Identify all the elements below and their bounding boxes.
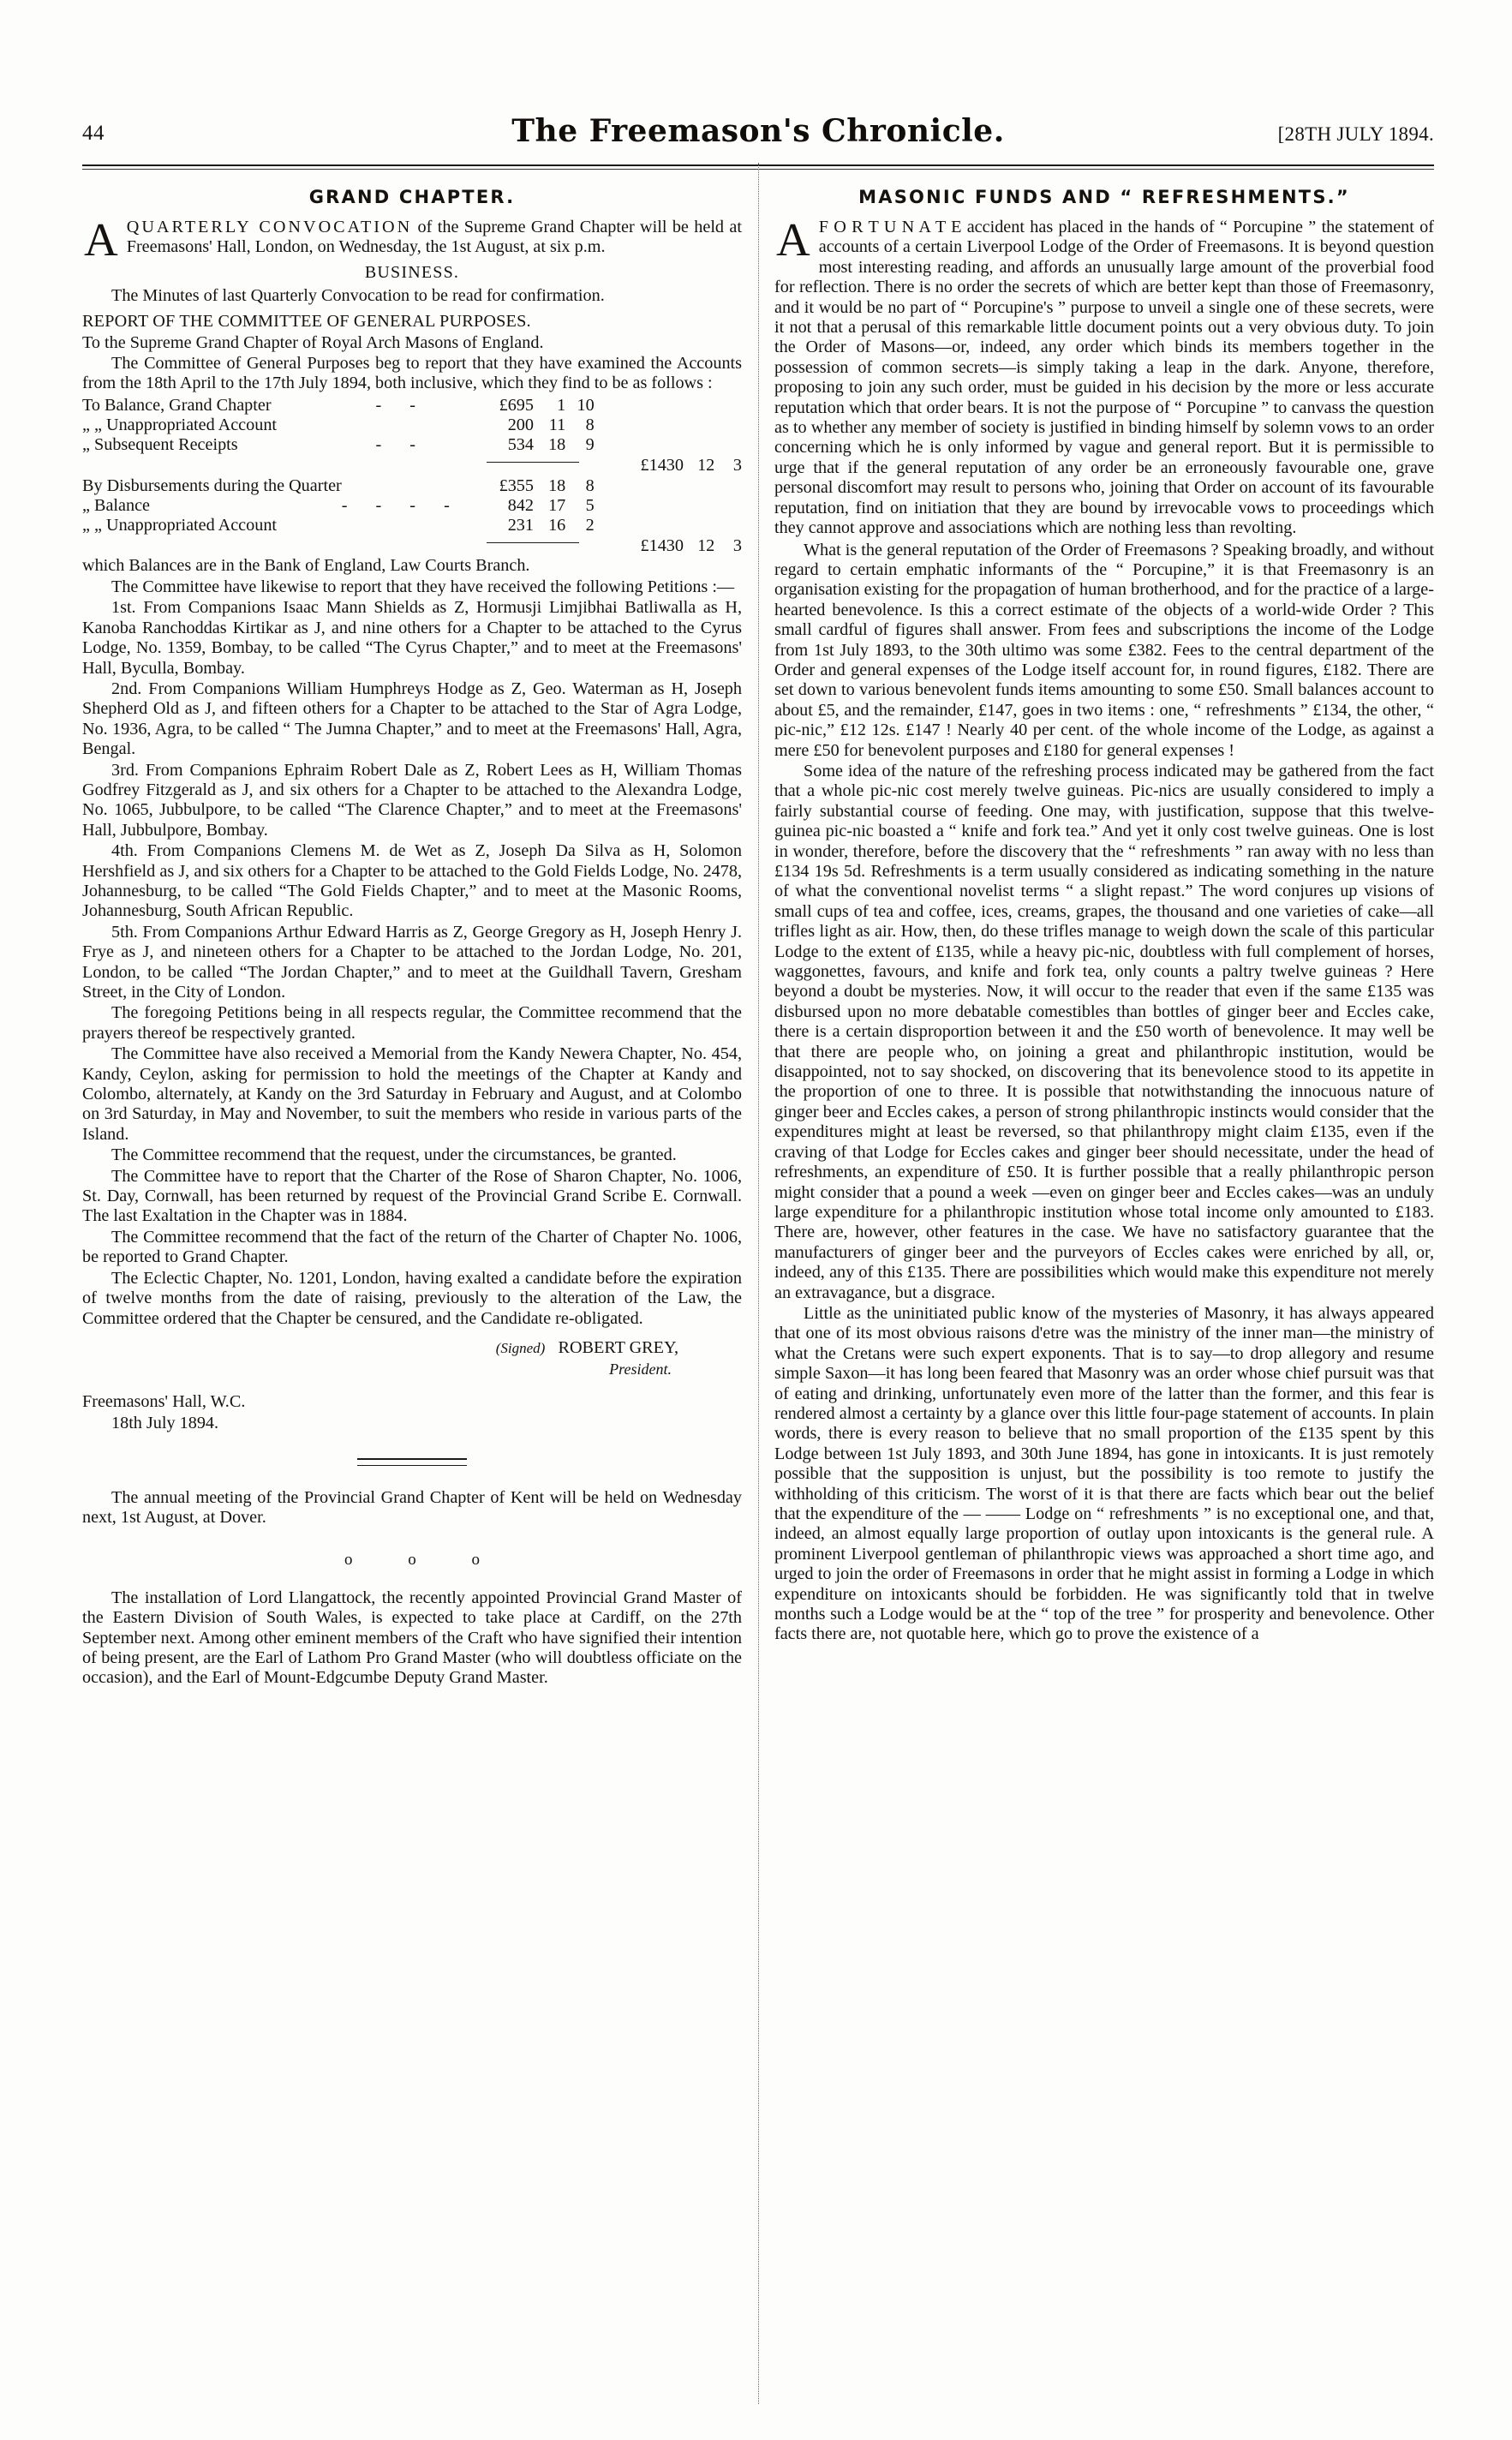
business-subheading: BUSINESS.	[364, 262, 460, 282]
report-paragraph-5: The Committee recommend that the fact of the return of the Charter of Chapter No. 1006, be reported to Grand Chapter.	[82, 1227, 742, 1267]
drop-cap-letter: A	[84, 213, 118, 266]
accounts-table	[82, 396, 742, 557]
account-pence: 5	[585, 495, 595, 515]
table-row-total	[82, 535, 742, 556]
account-spacer-d	[714, 396, 742, 416]
total-shillings: 12	[697, 456, 715, 475]
account-spacer-d	[714, 416, 742, 435]
account-description: „ Subsequent Receipts	[82, 435, 238, 455]
petition-item-5: 5th. From Companions Arthur Edward Harris as Z, George Gregory as H, Joseph Henry J. Frye as J, and nineteen others for a Chapter to be attached to the Jordan Lodge, No. 201, London, to be called “The Jordan Chapter,” and to meet at the Guildhall Tavern, Gresham Street, in the City of London.	[82, 922, 742, 1002]
total-pence: 3	[732, 456, 742, 475]
total-pounds: £1430	[640, 456, 684, 475]
masthead	[82, 113, 1434, 158]
petition-item-2: 2nd. From Companions William Humphreys Hodge as Z, Geo. Waterman as H, Joseph Shepherd Old as J, and fifteen others for a Chapter to be attached to the Star of Agra Lodge, No. 1936, Agra, to be called “ The Jumna Chapter,” and to meet at the Freemasons' Hall, Agra, Bengal.	[82, 679, 742, 759]
account-total-blank2	[342, 535, 462, 556]
account-pence: 2	[585, 516, 595, 535]
column-divider	[758, 163, 759, 2404]
place-of-issue: Freemasons' Hall, W.C.	[82, 1391, 246, 1411]
right-section-heading: MASONIC FUNDS AND “ REFRESHMENTS.”	[858, 187, 1350, 207]
grand-chapter-lead-paragraph	[82, 213, 742, 266]
account-description: To Balance, Grand Chapter	[82, 395, 272, 415]
section-ornament-rule	[357, 1458, 467, 1466]
lead-spaced-caps: F O R T U N A T E	[818, 218, 962, 236]
business-paragraph: The Minutes of last Quarterly Convocation to be read for confirmation.	[111, 285, 605, 305]
account-total-blank	[82, 455, 342, 475]
notice-llangattock-installation: The installation of Lord Llangattock, the recently appointed Provincial Grand Master of the Eastern Division of South Wales, is expected to take place at Cardiff, on the 27th September next. Among other eminent members of the Craft who have signified their intention of being present, are the Earl of Lathom Pro Grand Master (who will doubtless officiate on the occasion), and the Earl of Mount-Edgcumbe Deputy Grand Master.	[82, 1588, 742, 1688]
account-leader	[342, 476, 462, 496]
account-spacer-sh	[684, 396, 714, 416]
table-row	[82, 476, 742, 496]
account-pounds: 534	[507, 435, 534, 455]
account-spacer-d	[714, 476, 742, 496]
committee-report-heading: REPORT OF THE COMMITTEE OF GENERAL PURPOSES.	[82, 312, 531, 332]
drop-cap-letter: A	[776, 213, 810, 266]
publication-title: The Freemason's Chronicle.	[511, 113, 1005, 149]
account-shillings: 11	[548, 416, 566, 435]
account-spacer-d	[714, 516, 742, 535]
account-shillings: 1	[557, 395, 566, 415]
lead-spaced-caps: QUARTERLY CONVOCATION	[126, 218, 413, 236]
account-spacer	[595, 416, 684, 435]
accounts-examined-paragraph: The Committee of General Purposes beg to report that they have examined the Accounts from the 18th April to the 17th July 1894, both inclusive, which they find to be as follows :	[82, 354, 742, 393]
report-paragraph-6: The Eclectic Chapter, No. 1201, London, having exalted a candidate before the expiration of twelve months from the date of raising, previously to the alteration of the Law, the Committee ordered that the Chapter be censured, and the Candidate re-obligated.	[82, 1268, 742, 1328]
place-and-date-block	[82, 1391, 742, 1434]
total-shillings: 12	[697, 536, 715, 556]
petition-item-1: 1st. From Companions Isaac Mann Shields as Z, Hormusji Limjibhai Batliwalla as H, Kanoba Ranchoddas Kirtikar as J, and nine others for a Chapter to be attached to the Cyrus Lodge, No. 1359, Bombay, to be called “The Cyrus Chapter,” and to meet at the Freemasons' Hall, Byculla, Bombay.	[82, 598, 742, 678]
account-shillings: 16	[548, 516, 566, 535]
account-pence: 8	[585, 416, 595, 435]
table-row	[82, 396, 742, 416]
account-description: By Disbursements during the Quarter	[82, 475, 342, 495]
account-leader: - - - -	[341, 495, 462, 515]
account-leader	[342, 416, 462, 435]
notice-kent-chapter: The annual meeting of the Provincial Grand Chapter of Kent will be held on Wednesday next, 1st August, at Dover.	[82, 1487, 742, 1528]
account-spacer-d	[714, 496, 742, 516]
signed-label: (Signed)	[495, 1339, 546, 1356]
account-spacer	[595, 396, 684, 416]
right-column	[774, 187, 1434, 2406]
accounts-receipts-body	[82, 396, 742, 476]
report-paragraph-4: The Committee have to report that the Charter of the Rose of Sharon Chapter, No. 1006, St. Day, Cornwall, has been returned by request of the Provincial Grand Scribe E. Cornwall. The last Exaltation in the Chapter was in 1884.	[82, 1166, 742, 1226]
account-spacer	[595, 476, 684, 496]
account-pence: 10	[577, 395, 595, 415]
report-paragraph-1: The foregoing Petitions being in all respects regular, the Committee recommend that the prayers thereof be respectively granted.	[82, 1003, 742, 1043]
account-spacer-sh	[684, 416, 714, 435]
left-section-heading: GRAND CHAPTER.	[308, 187, 516, 207]
petition-item-4: 4th. From Companions Clemens M. de Wet as Z, Joseph Da Silva as H, Solomon Hershfield as J, and six others for a Chapter to be attached to the Gold Fields Lodge, No. 2478, Johannesburg, to be called “The Gold Fields Chapter,” and to meet at the Masonic Rooms, Johannesburg, South African Republic.	[82, 841, 742, 921]
accounts-payments-body	[82, 476, 742, 557]
account-pence: 9	[585, 435, 595, 455]
table-row	[82, 416, 742, 435]
signature-block	[82, 1337, 742, 1379]
account-leader: - -	[375, 435, 428, 455]
table-row	[82, 435, 742, 455]
date-of-issue: 18th July 1894.	[111, 1413, 219, 1432]
sum-rule	[487, 542, 579, 543]
sum-rule	[487, 462, 579, 463]
signed-role: President.	[609, 1360, 672, 1378]
account-shillings: 18	[548, 435, 566, 455]
account-description: „ „ Unappropriated Account	[82, 416, 278, 435]
report-addressee: To the Supreme Grand Chapter of Royal Arch Masons of England.	[82, 332, 544, 352]
total-pence: 3	[732, 536, 742, 556]
account-pounds: 231	[507, 516, 534, 535]
account-pounds: £695	[499, 395, 534, 415]
account-spacer-sh	[684, 496, 714, 516]
issue-date: [28TH JULY 1894.	[1277, 123, 1434, 145]
account-description: „ „ Unappropriated Account	[82, 516, 278, 535]
account-spacer-sh	[684, 435, 714, 455]
account-spacer-sh	[684, 516, 714, 535]
account-shillings: 17	[548, 495, 566, 515]
left-column	[82, 187, 742, 2406]
article-paragraph-2: Some idea of the nature of the refreshing process indicated may be gathered from the fact that a whole pic-nic cost merely twelve guineas. Pic-nics are usually considered to imply a fairly substantial course of feeding. One may, with justification, suppose that this twelve-guinea pic-nic boasted a “ knife and fork tea.” And yet it only cost twelve guineas. One is lost in wonder, therefore, before the discovery that the “ refreshments ” ran away with no less than £134 19s 5d. Refreshments is a term usually considered as indicating something in the nature of what the conventional novelist terms “ a slight repast.” The word conjures up visions of small cups of tea and coffee, ices, creams, grapes, the thousand and one varieties of cake—all trifles light as air. How, then, do these trifles manage to weigh down the scale of this particular Lodge to the extent of £135, while a heavy pic-nic, doubtless with full complement of horses, waggonettes, favours, and knife and fork tea, only counts a paltry twelve guineas ? Here beyond a doubt be mysteries. Now, it will occur to the reader that even if the same £135 was disbursed upon no more debatable comestibles than bottles of ginger beer and Eccles cake, there is a certain disproportion between it and the £50 worth of benevolence. It may well be that there are people who, on joining a great and philanthropic institution, would be disappointed, not to say shocked, on discovering that its benevolence stood to its appetite in the proportion of one to three. It is possible that notwithstanding the innocuous nature of ginger beer and Eccles cakes, a person of strong philanthropic instincts would consider that the expenditures might at least be reversed, so that philanthropy might claim £135, even if the craving of that Lodge for Eccles cakes and ginger beer should necessitate, under the head of refreshments, an expenditure of £50. It is further possible that a really philanthropic person might consider that a pound a week —even on ginger beer and Eccles cakes—was an unduly large expenditure for a philanthropic institution whose total income only amounted to £183. There are, however, other features in the case. We have no satisfactory guarantee that the manufacturers of ginger beer and the purveyors of Eccles cakes were enriched by all, or, indeed, any of this £135. There are possibilities which would make this expenditure not merely an extravagance, but a disgrace.	[774, 761, 1434, 1302]
account-pounds: 200	[507, 416, 534, 435]
account-total-rule-cell	[462, 455, 595, 475]
petitions-intro: The Committee have likewise to report that they have received the following Petitions :—	[111, 577, 735, 596]
lead-rest-text: accident has placed in the hands of “ Porcupine ” the statement of accounts of a certain Liverpool Lodge of the Order of Freemasons. It is beyond question most interesting reading, and affords an unusually large amount of the proverbial food for reflection. There is no order the secrets of which are better kept than those of Freemasonry, and it would be no part of “ Porcupine's ” purpose to unveil a single one of these secrets, were it not that a perusal of this remarkable little document points out a very obvious duty. To join the Order of Masons—or, indeed, any order which binds its members together in the possession of common secrets—is simply taking a leap in the dark. Anyone, therefore, proposing to join any such order, must be guided in his decision by the more or less accurate reputation which that order bears. It is not the purpose of “ Porcupine ” to canvass the question as to whether any member of society is justified in binding himself by solemn vows to an order concerning which he is only informed by vague and general report. But it is permissible to urge that if the general reputation of any order be an erroneously favourable one, grave personal discomfort may result to persons who, joining that Order on account of its favourable reputation, find on initiation that they are bound by irrevocable vows to proceedings which they cannot approve and associations which are nothing less than revolting.	[774, 218, 1434, 538]
account-spacer-sh	[684, 476, 714, 496]
balances-note: which Balances are in the Bank of England, Law Courts Branch.	[82, 556, 530, 576]
account-description: „ Balance	[82, 495, 151, 515]
account-total-blank2	[342, 455, 462, 475]
article-paragraph-3: Little as the uninitiated public know of the mysteries of Masonry, it has always appeared that one of its most obvious raisons d'etre was the ministry of the inner man—the ministry of what the Cretans were such expert exponents. That is to say—to drop allegory and resume simple Saxon—it has long been feared that Masonry was an order whose chief pursuit was that of eating and drinking, unfortunately even more of the latter than the former, and this fear is rendered almost a certainty by a glance over this little four-page statement of accounts. In plain words, there is every reason to believe that no small proportion of the £135 spent by this Lodge between 1st July 1893, and 30th June 1894, has gone in intoxicants. It is just remotely possible that the supposition is unjust, but the possibility is too remote to justify the withholding of this criticism. The worst of it is that there are facts which bear out the belief that the expenditure of the — —— Lodge on “ refreshments ” is no exceptional one, and that, indeed, an almost equally large proportion of outlay upon intoxicants is the general rule. A prominent Liverpool gentleman of philanthropic views was approached a short time ago, and urged to join the order of Freemasons in order that he might assist in forming a Lodge in which expenditure on intoxicants should be forbidden. He was significantly told that in twelve months such a Lodge would be at the “ top of the tree ” for prosperity and benevolence. Other facts there are, not quotable here, which go to prove the existence of a	[774, 1303, 1434, 1644]
report-paragraph-2: The Committee have also received a Memorial from the Kandy Newera Chapter, No. 454, Kandy, Ceylon, asking for permission to hold the meetings of the Chapter at Kandy and Colombo, alternately, at Kandy on the 3rd Saturday in February and August, and at Colombo on 3rd Saturday, in May and November, to suit the members who reside in various parts of the Island.	[82, 1044, 742, 1144]
account-shillings: 18	[548, 475, 566, 495]
account-total-blank	[82, 535, 342, 556]
table-row	[82, 516, 742, 535]
masonic-funds-lead-paragraph	[774, 213, 1434, 539]
account-pounds: £355	[499, 475, 534, 495]
account-total-rule-cell	[462, 535, 595, 556]
signed-name: ROBERT GREY,	[558, 1337, 678, 1357]
page-folio-number: 44	[82, 122, 105, 145]
account-spacer	[595, 496, 684, 516]
account-pence: 8	[585, 475, 595, 495]
account-pounds: 842	[507, 495, 534, 515]
dingbat-separator: o o o	[344, 1550, 505, 1569]
table-row-total	[82, 455, 742, 475]
column-container	[82, 187, 1434, 2406]
total-pounds: £1430	[640, 536, 684, 556]
lead-rest-text: of the Supreme Grand Chapter will be held at Freemasons' Hall, London, on Wednesday, the 1st August, at six p.m.	[126, 218, 742, 257]
account-leader	[342, 516, 462, 535]
account-spacer	[595, 435, 684, 455]
table-row	[82, 496, 742, 516]
report-paragraph-3: The Committee recommend that the request, under the circumstances, be granted.	[111, 1145, 677, 1165]
account-leader: - -	[375, 395, 428, 415]
petition-item-3: 3rd. From Companions Ephraim Robert Dale as Z, Robert Lees as H, William Thomas Godfrey Fitzgerald as J, and six others for a Chapter to be attached to the Alexandra Lodge, No. 1065, Jubbulpore, to be called “The Clarence Chapter,” and to meet at the Freemasons' Hall, Jubbulpore, Bombay.	[82, 760, 742, 840]
account-spacer-d	[714, 435, 742, 455]
account-spacer	[595, 516, 684, 535]
article-paragraph-1: What is the general reputation of the Order of Freemasons ? Speaking broadly, and without regard to certain emphatic informants of the “ Porcupine,” it is that Freemasonry is an organisation existing for the propagation of human brotherhood, and for the practice of a large-hearted benevolence. Is this a correct estimate of the objects of a world-wide Order ? This small cardful of figures shall answer. From fees and subscriptions the income of the Lodge from 1st July 1893, to the 30th ultimo was some £382. Fees to the central department of the Order and general expenses of the Lodge itself account for, in round figures, £182. There are set down to various benevolent funds items amounting to some £50. Small balances account to about £5, and the remainder, £147, goes in two items : one, “ refreshments ” £134, the other, “ pic-nic,” £12 12s. £147 ! Nearly 40 per cent. of the whole income of the Lodge, as against a mere £50 for benevolent purposes and £180 for general expenses !	[774, 540, 1434, 760]
